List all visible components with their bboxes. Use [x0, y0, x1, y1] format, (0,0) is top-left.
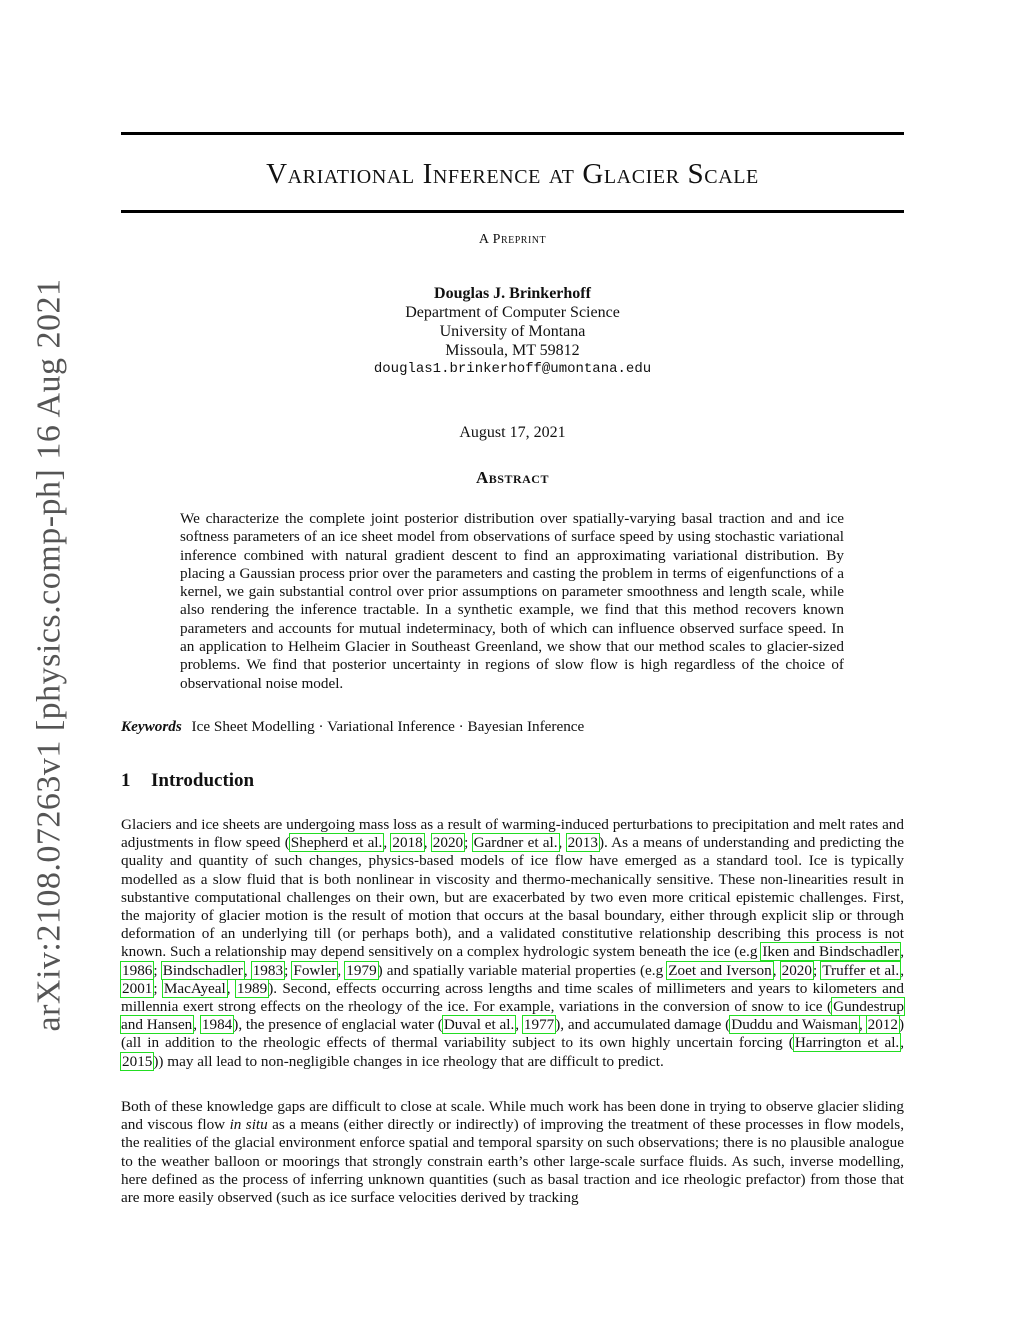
intro-paragraph-1: Glaciers and ice sheets are undergoing mass loss as a result of warming-induced perturbations to precipitation and melt rates and adjustments in flow speed (Shepherd et al., 2018, 2020; Gardner et al., 2013). As a means of understanding and predicting the quality and quantity of such changes, physics-based models of ice flow have emerged as a standard tool. Ice is typically modelled as a slow fluid that is both nonlinear in viscosity and thermo-mechanically sensitive. These non-linearities result in substantive computational challenges on their own, but are exacerbated by two even more critical epistemic challenges. First, the majority of glacier motion is the result of motion that occurs at the basal boundary, either through explicit slip or through deformation of an underlying till (or perhaps both), and a validated constitutive relationship describing this process is not known. Such a relationship may depend sensitively on a complex hydrologic system beneath the ice (e.g Iken and Bindschadler, 1986; Bindschadler, 1983; Fowler, 1979) and spatially variable material properties (e.g Zoet and Iverson, 2020; Truffer et al., 2001; MacAyeal, 1989). Second, effects occurring across lengths and time scales of millimeters and years to kilometers and millennia exert strong effects on the rheology of the ice. For example, variations in the conversion of snow to ice (Gundestrup and Hansen, 1984), the presence of englacial water (Duval et al., 1977), and accumulated damage (Duddu and Waisman, 2012) (all in addition to the rheologic effects of thermal variability subject to its own highly uncertain forcing (Harrington et al., 2015)) may all lead to non-negligible changes in ice rheology that are difficult to predict. — [121, 816, 905, 1070]
citation-link[interactable]: Bindschadler — [162, 961, 243, 979]
intro-paragraph-2: Both of these knowledge gaps are difficult to close at scale. While much work has been done in trying to observe glacier sliding and viscous flow in situ as a means (either directly or indirectly) of improving the treatment of these processes in flow models, the realities of the glacial environment enforce spatial and temporal sparsity on such observations; there is no plausible analogue to the weather balloon or moorings that strongly constrain earth’s other large-scale surface fluids. As such, inverse modelling, here defined as the process of inferring unknown quantities (such as basal traction and ice rheologic prefactor) from those that are more easily observed (such as ice surface velocities derived by tracking — [121, 1098, 904, 1207]
citation-link[interactable]: Iken and Bindschadler — [762, 943, 900, 961]
citation-link[interactable]: 1984 — [201, 1016, 233, 1034]
citation-link[interactable]: MacAyeal — [163, 979, 226, 997]
arxiv-identifier: arXiv:2108.07263v1 [physics.comp-ph] 16 Aug 2021 — [31, 278, 69, 1032]
citation-link[interactable]: 1977 — [523, 1016, 555, 1034]
citation-link[interactable]: 1986 — [122, 961, 153, 979]
keywords-line — [121, 718, 904, 736]
title-rule-bottom — [121, 210, 904, 213]
citation-link[interactable]: Zoet and Iverson — [668, 961, 772, 979]
author-name: Douglas J. Brinkerhoff — [434, 285, 591, 302]
paper-title: Variational Inference at Glacier Scale — [266, 158, 759, 190]
author-department: Department of Computer Science — [405, 304, 620, 321]
citation-link[interactable]: Harrington et al. — [794, 1034, 900, 1052]
citation-link[interactable]: 2012 — [867, 1016, 898, 1034]
keywords-list: Ice Sheet Modelling · Variational Inference · Bayesian Inference — [191, 718, 585, 735]
italic-term: in situ — [229, 1116, 268, 1134]
citation-link[interactable]: Gardner et al. — [473, 834, 558, 852]
citation-link[interactable]: Truffer et al. — [822, 961, 900, 979]
citation-link[interactable]: 2018 — [392, 834, 423, 852]
section-number: 1 — [121, 770, 131, 791]
citation-link[interactable]: 2020 — [432, 834, 464, 852]
citation-link[interactable]: 2013 — [567, 834, 598, 852]
keywords-label: Keywords — [121, 718, 182, 735]
abstract-heading: Abstract — [476, 468, 549, 487]
author-email[interactable]: douglas1.brinkerhoff@umontana.edu — [373, 361, 652, 377]
citation-link[interactable]: Shepherd et al. — [290, 834, 383, 852]
author-location: Missoula, MT 59812 — [445, 342, 580, 359]
citation-link[interactable]: 2020 — [781, 961, 812, 979]
abstract-text: We characterize the complete joint posterior distribution over spatially-varying basal traction and and ice softness parameters of an ice sheet model from observations of surface speed by using stochastic variational inference combined with natural gradient descent to find an approximating variational distribution. By placing a Gaussian process prior over the parameters and casting the problem in terms of eigenfunctions of a kernel, we gain substantial control over prior assumptions on parameter smoothness and length scale, while also rendering the inference tractable. In a synthetic example, we find that this method recovers known parameters and accounts for mutual indeterminacy, both of which can influence observed surface speed. In an application to Helheim Glacier in Southeast Greenland, we show that our method scales to glacier-sized problems. We find that posterior uncertainty in regions of slow flow is high regardless of the choice of observational noise model. — [180, 510, 844, 692]
citation-link[interactable]: 2015 — [122, 1052, 153, 1070]
citation-link[interactable]: 1983 — [252, 961, 284, 979]
paper-date: August 17, 2021 — [459, 424, 566, 441]
author-university: University of Montana — [439, 323, 586, 340]
title-rule-top — [121, 132, 904, 135]
citation-link[interactable]: Gundestrup and Hansen — [121, 998, 904, 1034]
citation-link[interactable]: 1979 — [346, 961, 377, 979]
preprint-label: A Preprint — [478, 232, 547, 247]
citation-link[interactable]: 2001 — [122, 979, 153, 997]
citation-link[interactable]: Duddu and Waisman — [731, 1016, 858, 1034]
citation-link[interactable]: Fowler — [293, 961, 337, 979]
author-block — [121, 284, 904, 379]
citation-link[interactable]: Duval et al. — [443, 1016, 515, 1034]
arxiv-sidebar — [28, 278, 72, 1032]
section-title: Introduction — [151, 770, 255, 791]
section-heading — [121, 770, 904, 792]
citation-link[interactable]: 1989 — [236, 979, 268, 997]
